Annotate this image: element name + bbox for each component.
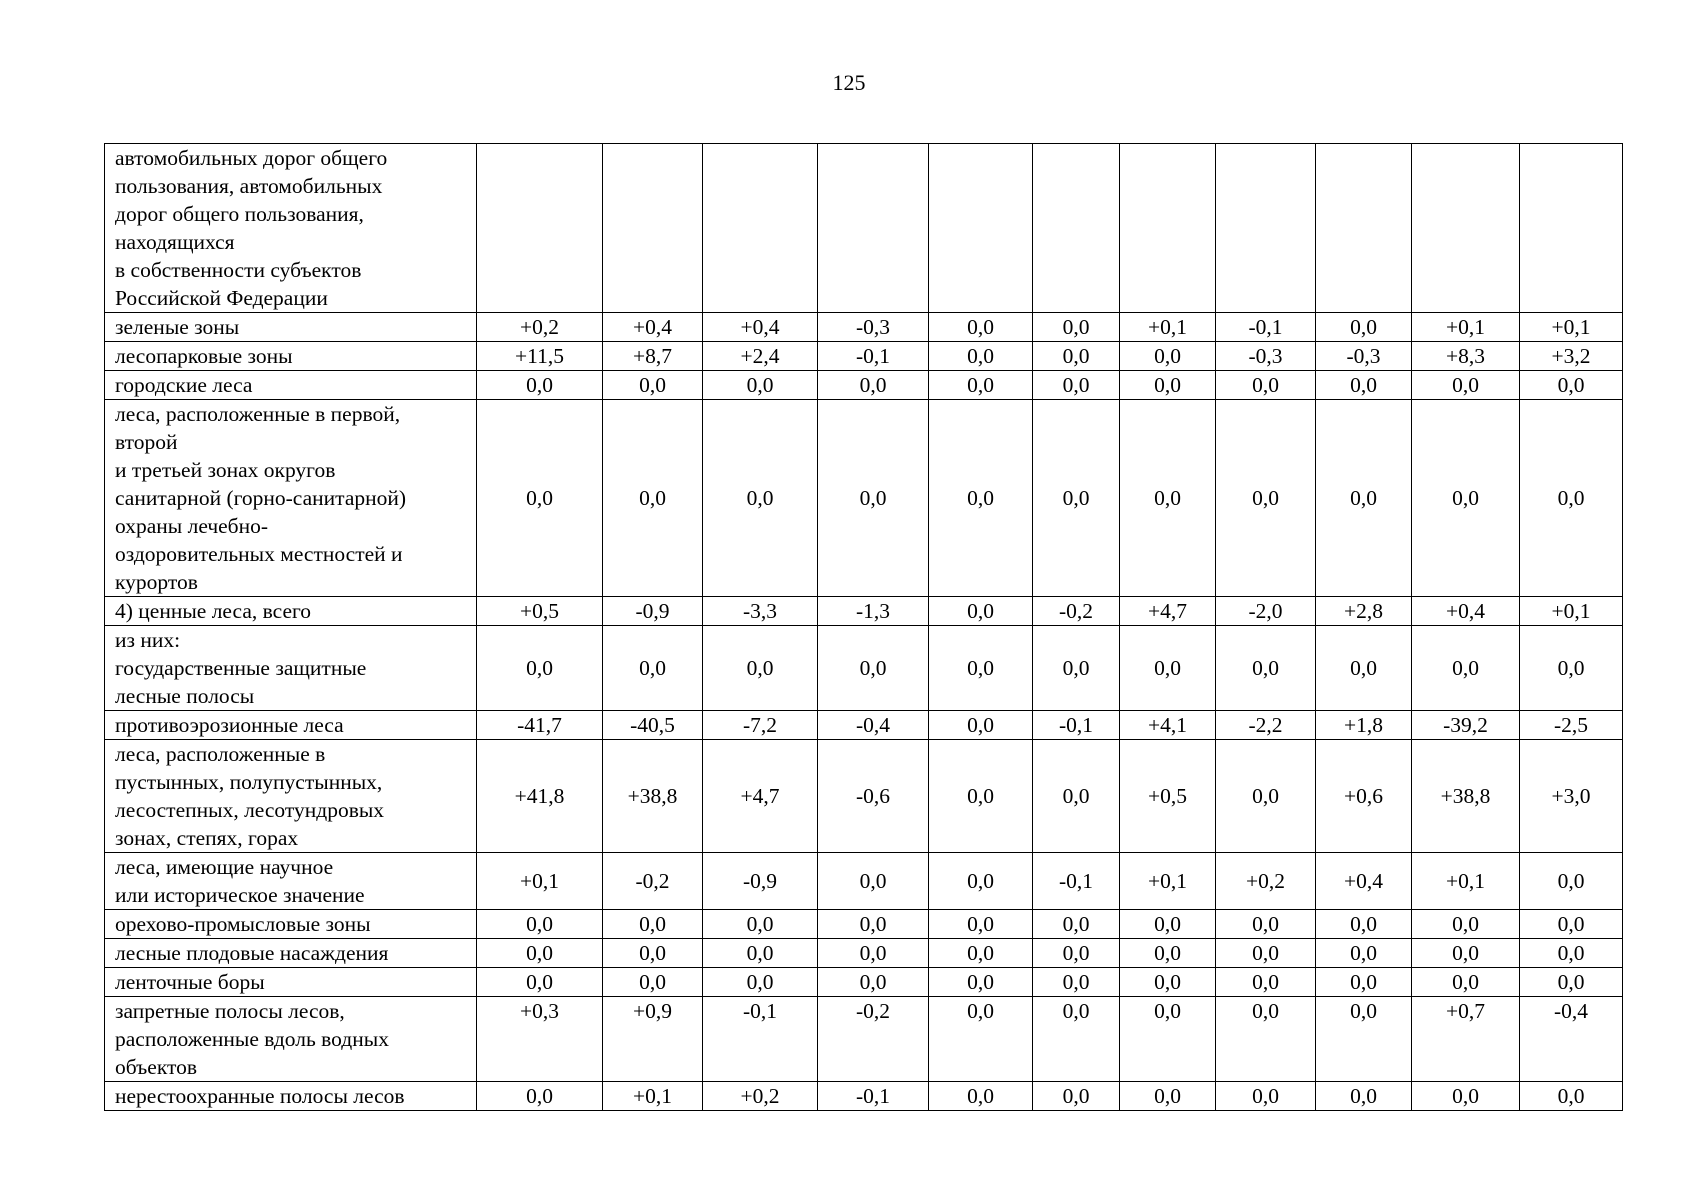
table-cell: 0,0 xyxy=(929,313,1033,342)
table-row xyxy=(105,371,1623,400)
table-cell: +2,8 xyxy=(1316,597,1412,626)
table-cell: 0,0 xyxy=(1412,400,1520,597)
row-label: запретные полосы лесов, расположенные вдоль водных объектов xyxy=(105,997,477,1082)
page-number: 125 xyxy=(832,70,866,95)
table-cell: 0,0 xyxy=(929,626,1033,711)
table-cell: 0,0 xyxy=(477,1082,603,1111)
table-row xyxy=(105,939,1623,968)
table-cell: 0,0 xyxy=(1316,910,1412,939)
table-cell: +38,8 xyxy=(1412,740,1520,853)
table-cell: 0,0 xyxy=(1316,968,1412,997)
table-cell: +8,3 xyxy=(1412,342,1520,371)
table-cell: 0,0 xyxy=(1520,853,1623,910)
table-cell: +4,1 xyxy=(1120,711,1216,740)
table-cell: -2,5 xyxy=(1520,711,1623,740)
table-row xyxy=(105,997,1623,1082)
table-cell: -0,1 xyxy=(818,342,929,371)
table-cell: +11,5 xyxy=(477,342,603,371)
table-cell: 0,0 xyxy=(603,371,703,400)
table-cell: 0,0 xyxy=(1120,968,1216,997)
table-cell: 0,0 xyxy=(1120,997,1216,1082)
table-row xyxy=(105,740,1623,853)
table-cell: 0,0 xyxy=(929,711,1033,740)
table-cell: 0,0 xyxy=(1520,400,1623,597)
table-cell xyxy=(1520,144,1623,313)
table-row xyxy=(105,853,1623,910)
table-cell xyxy=(1316,144,1412,313)
table-cell: +0,1 xyxy=(477,853,603,910)
row-label: нерестоохранные полосы лесов xyxy=(105,1082,477,1111)
table-cell: 0,0 xyxy=(1120,939,1216,968)
table-cell: 0,0 xyxy=(703,939,818,968)
table-cell: 0,0 xyxy=(1316,1082,1412,1111)
table-cell: +0,1 xyxy=(603,1082,703,1111)
table-cell: +4,7 xyxy=(703,740,818,853)
table-cell: 0,0 xyxy=(929,740,1033,853)
table-cell: 0,0 xyxy=(929,371,1033,400)
table-cell: 0,0 xyxy=(703,400,818,597)
table-row xyxy=(105,910,1623,939)
table-cell: 0,0 xyxy=(1033,740,1120,853)
table-cell: 0,0 xyxy=(818,400,929,597)
table-cell: 0,0 xyxy=(703,968,818,997)
table-cell: 0,0 xyxy=(818,853,929,910)
table-cell: 0,0 xyxy=(1033,997,1120,1082)
table-cell: 0,0 xyxy=(1316,626,1412,711)
table-cell: +0,9 xyxy=(603,997,703,1082)
table-row xyxy=(105,144,1623,313)
table-cell: 0,0 xyxy=(703,910,818,939)
table-cell: 0,0 xyxy=(1120,1082,1216,1111)
table-cell: 0,0 xyxy=(1033,371,1120,400)
table-cell: -0,9 xyxy=(603,597,703,626)
table-row xyxy=(105,313,1623,342)
table-cell: -39,2 xyxy=(1412,711,1520,740)
table-cell: 0,0 xyxy=(1033,968,1120,997)
table-cell: 0,0 xyxy=(603,626,703,711)
table-cell: 0,0 xyxy=(1216,1082,1316,1111)
table-cell: 0,0 xyxy=(1316,997,1412,1082)
table-cell: 0,0 xyxy=(1520,626,1623,711)
row-label: лесопарковые зоны xyxy=(105,342,477,371)
row-label: орехово-промысловые зоны xyxy=(105,910,477,939)
table-cell: 0,0 xyxy=(1033,400,1120,597)
table-cell xyxy=(1033,144,1120,313)
table-cell: 0,0 xyxy=(1316,400,1412,597)
table-cell: +0,1 xyxy=(1412,313,1520,342)
table-cell: 0,0 xyxy=(477,939,603,968)
table-cell: 0,0 xyxy=(1033,313,1120,342)
table-cell: +4,7 xyxy=(1120,597,1216,626)
table-cell: -0,3 xyxy=(818,313,929,342)
table-cell: -0,3 xyxy=(1316,342,1412,371)
row-label: леса, расположенные в пустынных, полупустынных, лесостепных, лесотундровых зонах, степях, горах xyxy=(105,740,477,853)
table-cell: 0,0 xyxy=(703,626,818,711)
table-cell: 0,0 xyxy=(703,371,818,400)
table-row xyxy=(105,342,1623,371)
table-cell: +38,8 xyxy=(603,740,703,853)
table-cell: -41,7 xyxy=(477,711,603,740)
table-cell: +3,2 xyxy=(1520,342,1623,371)
table-cell: +0,2 xyxy=(703,1082,818,1111)
table-cell: +0,1 xyxy=(1520,597,1623,626)
row-label: ленточные боры xyxy=(105,968,477,997)
table-cell: 0,0 xyxy=(1216,997,1316,1082)
table-cell: +1,8 xyxy=(1316,711,1412,740)
table-cell: 0,0 xyxy=(929,597,1033,626)
table-cell: -0,9 xyxy=(703,853,818,910)
table-cell: 0,0 xyxy=(929,342,1033,371)
row-label: лесные плодовые насаждения xyxy=(105,939,477,968)
table-cell: 0,0 xyxy=(603,400,703,597)
table-cell: 0,0 xyxy=(1216,968,1316,997)
row-label: автомобильных дорог общего пользования, автомобильных дорог общего пользования, находящихся в собственности субъектов Российской Федерации xyxy=(105,144,477,313)
table-cell: +0,2 xyxy=(1216,853,1316,910)
table-cell: -0,4 xyxy=(818,711,929,740)
table-cell: +0,1 xyxy=(1520,313,1623,342)
table-cell: 0,0 xyxy=(1412,1082,1520,1111)
table-cell: 0,0 xyxy=(1520,910,1623,939)
table-cell: +0,1 xyxy=(1412,853,1520,910)
table-cell: 0,0 xyxy=(929,1082,1033,1111)
row-label: леса, расположенные в первой, второй и третьей зонах округов санитарной (горно-санитарной) охраны лечебно- оздоровительных местностей и курортов xyxy=(105,400,477,597)
table-cell: -0,1 xyxy=(703,997,818,1082)
table-cell: -2,2 xyxy=(1216,711,1316,740)
row-label: зеленые зоны xyxy=(105,313,477,342)
table-cell: 0,0 xyxy=(1520,968,1623,997)
table-cell: +0,4 xyxy=(603,313,703,342)
table-cell: +3,0 xyxy=(1520,740,1623,853)
table-cell: -0,3 xyxy=(1216,342,1316,371)
table-cell: +0,1 xyxy=(1120,853,1216,910)
table-cell: +0,5 xyxy=(1120,740,1216,853)
table-cell: 0,0 xyxy=(1520,371,1623,400)
table-cell: -7,2 xyxy=(703,711,818,740)
table-row xyxy=(105,1082,1623,1111)
table-cell: 0,0 xyxy=(1520,1082,1623,1111)
table-cell: 0,0 xyxy=(1033,939,1120,968)
table-cell: 0,0 xyxy=(818,371,929,400)
table-cell xyxy=(1412,144,1520,313)
table-cell: 0,0 xyxy=(477,371,603,400)
table-cell: 0,0 xyxy=(477,910,603,939)
table-cell: 0,0 xyxy=(929,968,1033,997)
table-cell: 0,0 xyxy=(818,626,929,711)
table-row xyxy=(105,400,1623,597)
table-cell: -0,6 xyxy=(818,740,929,853)
table-cell xyxy=(1120,144,1216,313)
table-cell: 0,0 xyxy=(1120,371,1216,400)
table-cell: 0,0 xyxy=(603,968,703,997)
table-cell: +0,5 xyxy=(477,597,603,626)
table-row xyxy=(105,626,1623,711)
table-cell: 0,0 xyxy=(1216,910,1316,939)
table-cell: +0,4 xyxy=(703,313,818,342)
table-cell: 0,0 xyxy=(1412,968,1520,997)
table-cell: +0,1 xyxy=(1120,313,1216,342)
table-cell: 0,0 xyxy=(603,910,703,939)
table-cell: 0,0 xyxy=(1316,313,1412,342)
table-cell xyxy=(603,144,703,313)
table-cell: -0,2 xyxy=(1033,597,1120,626)
table-cell: 0,0 xyxy=(1120,626,1216,711)
table-cell: 0,0 xyxy=(1412,626,1520,711)
table-cell: -0,1 xyxy=(1216,313,1316,342)
table-cell: -0,1 xyxy=(1033,853,1120,910)
table-row xyxy=(105,711,1623,740)
table-cell: 0,0 xyxy=(1316,939,1412,968)
row-label: из них: государственные защитные лесные полосы xyxy=(105,626,477,711)
table-cell: 0,0 xyxy=(477,400,603,597)
table-cell: 0,0 xyxy=(1412,939,1520,968)
table-cell: +0,6 xyxy=(1316,740,1412,853)
table-cell xyxy=(477,144,603,313)
table-body xyxy=(105,144,1623,1111)
table-cell: 0,0 xyxy=(1520,939,1623,968)
table-cell: +0,4 xyxy=(1316,853,1412,910)
table-cell: 0,0 xyxy=(929,910,1033,939)
table-cell: -0,4 xyxy=(1520,997,1623,1082)
table-cell: 0,0 xyxy=(1216,626,1316,711)
table-cell: 0,0 xyxy=(1120,910,1216,939)
table-cell: +0,4 xyxy=(1412,597,1520,626)
row-label: противоэрозионные леса xyxy=(105,711,477,740)
table-cell: 0,0 xyxy=(818,968,929,997)
table-row xyxy=(105,968,1623,997)
table-row xyxy=(105,597,1623,626)
table-cell: 0,0 xyxy=(1216,400,1316,597)
table-cell: -0,1 xyxy=(818,1082,929,1111)
table-cell: 0,0 xyxy=(1216,371,1316,400)
table-cell: 0,0 xyxy=(1412,371,1520,400)
table-cell: -0,2 xyxy=(818,997,929,1082)
table-cell: +0,7 xyxy=(1412,997,1520,1082)
table-cell: 0,0 xyxy=(1216,740,1316,853)
table-cell: +41,8 xyxy=(477,740,603,853)
table-cell: 0,0 xyxy=(929,997,1033,1082)
table-cell: +8,7 xyxy=(603,342,703,371)
table-cell: 0,0 xyxy=(1033,342,1120,371)
table-cell: +0,3 xyxy=(477,997,603,1082)
table-cell xyxy=(1216,144,1316,313)
table-cell: 0,0 xyxy=(929,939,1033,968)
table-cell: 0,0 xyxy=(603,939,703,968)
table-cell: -3,3 xyxy=(703,597,818,626)
table-cell: -0,2 xyxy=(603,853,703,910)
table-cell xyxy=(703,144,818,313)
table-cell: 0,0 xyxy=(1120,400,1216,597)
table-cell: 0,0 xyxy=(929,400,1033,597)
table-cell: 0,0 xyxy=(1216,939,1316,968)
table-cell: -40,5 xyxy=(603,711,703,740)
table-cell: 0,0 xyxy=(477,968,603,997)
table-cell: 0,0 xyxy=(1316,371,1412,400)
table-cell: 0,0 xyxy=(1033,910,1120,939)
table-cell: 0,0 xyxy=(1033,626,1120,711)
table-cell: 0,0 xyxy=(818,939,929,968)
row-label: городские леса xyxy=(105,371,477,400)
data-table xyxy=(104,143,1623,1111)
table-cell xyxy=(818,144,929,313)
table-cell: -1,3 xyxy=(818,597,929,626)
table-cell: 0,0 xyxy=(818,910,929,939)
table-cell: -0,1 xyxy=(1033,711,1120,740)
table-cell: -2,0 xyxy=(1216,597,1316,626)
row-label: леса, имеющие научное или историческое значение xyxy=(105,853,477,910)
table-cell: 0,0 xyxy=(929,853,1033,910)
table-cell: 0,0 xyxy=(1412,910,1520,939)
table-cell: +2,4 xyxy=(703,342,818,371)
row-label: 4) ценные леса, всего xyxy=(105,597,477,626)
table-cell: +0,2 xyxy=(477,313,603,342)
table-cell: 0,0 xyxy=(1120,342,1216,371)
table-cell xyxy=(929,144,1033,313)
table-cell: 0,0 xyxy=(1033,1082,1120,1111)
table-cell: 0,0 xyxy=(477,626,603,711)
